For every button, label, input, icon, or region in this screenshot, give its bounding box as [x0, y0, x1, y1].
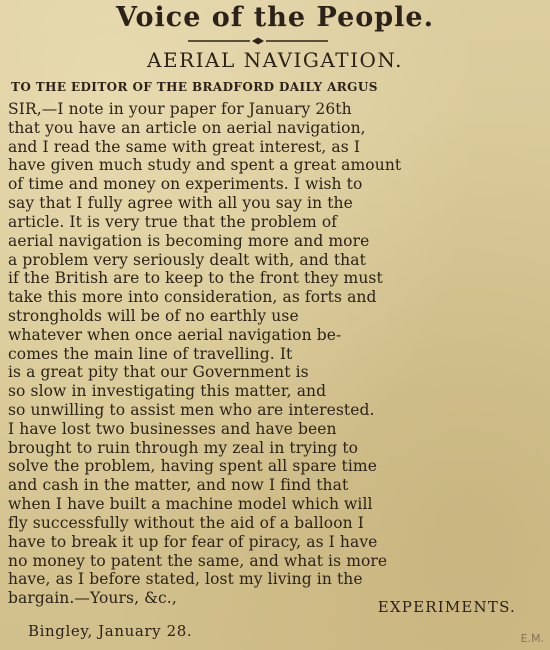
letter-line: so unwilling to assist men who are interested.	[8, 401, 375, 419]
letter-line: SIR,—I note in your paper for January 26th	[8, 100, 352, 118]
letter-line: no money to patent the same, and what is more	[8, 551, 388, 570]
letter-line: and I read the same with great interest, as I	[8, 137, 361, 156]
letter-line: have to break it up for fear of piracy, as I have	[8, 532, 378, 551]
letter-line: comes the main line of travelling. It	[8, 344, 293, 363]
letter-line: that you have an article on aerial navigation,	[8, 118, 366, 137]
letter-line: so slow in investigating this matter, and	[8, 382, 327, 401]
letter-line: whatever when once aerial navigation be-	[8, 325, 342, 344]
letter-line: of time and money on experiments. I wish to	[8, 175, 363, 194]
letter-body	[8, 100, 543, 608]
letter-line: fly successfully without the aid of a balloon I	[8, 513, 364, 532]
article-title: AERIAL NAVIGATION.	[147, 48, 403, 72]
letter-line: article. It is very true that the problem of	[8, 212, 338, 231]
letter-line: if the British are to keep to the front they must	[8, 269, 383, 288]
letter-line: take this more into consideration, as forts and	[8, 288, 377, 307]
letter-addressee: TO THE EDITOR OF THE BRADFORD DAILY ARGUS	[11, 80, 378, 94]
letter-line: have, as I before stated, lost my living in the	[8, 570, 363, 589]
column-masthead: Voice of the People.	[116, 2, 434, 33]
letter-line: say that I fully agree with all you say in the	[8, 194, 353, 213]
letter-signature: EXPERIMENTS.	[377, 598, 516, 616]
letter-line: solve the problem, having spent all spare time	[8, 457, 378, 476]
letter-line: bargain.—Yours, &c.,	[8, 589, 177, 608]
letter-line: and cash in the matter, and now I find that	[8, 476, 349, 495]
letter-dateline: Bingley, January 28.	[28, 622, 193, 640]
corner-mark: E.M.	[520, 632, 544, 645]
letter-line: strongholds will be of no earthly use	[8, 306, 299, 325]
letter-line: is a great pity that our Government is	[8, 363, 309, 382]
letter-line: I have lost two businesses and have been	[8, 419, 337, 438]
letter-line: aerial navigation is becoming more and more	[8, 231, 370, 250]
letter-line: have given much study and spent a great amount	[8, 156, 402, 175]
letter-line: a problem very seriously dealt with, and that	[8, 250, 366, 269]
title-ornament-rule	[188, 37, 328, 45]
letter-line: brought to ruin through my zeal in trying to	[8, 438, 359, 457]
letter-line: when I have built a machine model which will	[8, 495, 373, 514]
